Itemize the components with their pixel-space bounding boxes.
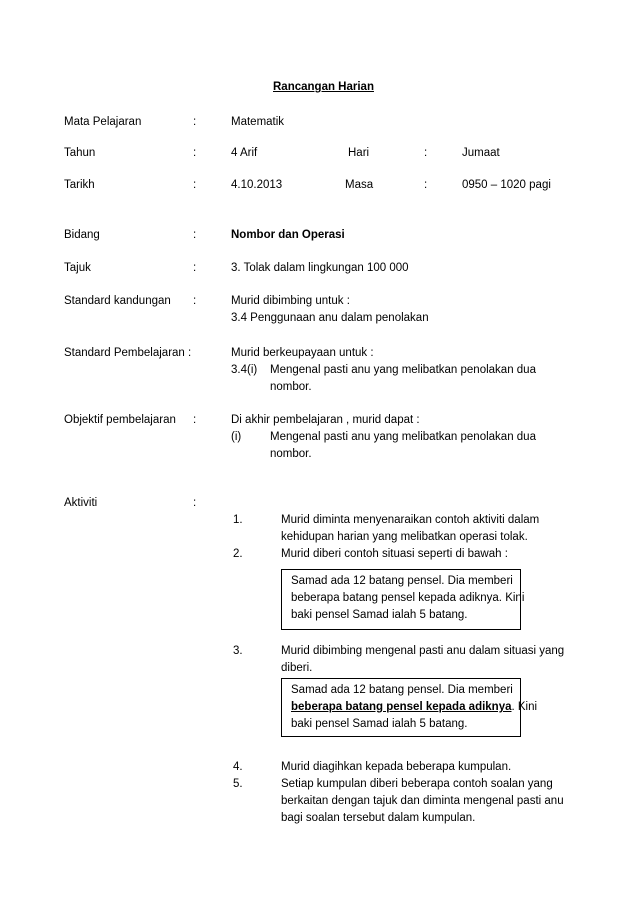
colon: : — [193, 497, 197, 509]
activity-number: 3. — [233, 645, 243, 657]
standard-kandungan-line2: 3.4 Penggunaan anu dalam penolakan — [231, 312, 429, 324]
colon: : — [193, 229, 197, 241]
activity-line: Murid diberi contoh situasi seperti di bawah : — [281, 548, 508, 560]
colon: : — [193, 262, 197, 274]
highlighted-situation-box — [281, 678, 538, 737]
standard-pembelajaran-line3: nombor. — [270, 381, 312, 393]
box-line-tail: . Kini — [511, 701, 538, 713]
box-line-emphasis — [291, 699, 537, 716]
tajuk-label: Tajuk — [64, 262, 91, 274]
standard-pembelajaran-line1: Murid berkeupayaan untuk : — [231, 347, 374, 359]
colon: : — [193, 179, 197, 191]
activity-number: 5. — [233, 778, 243, 790]
activity-line: Murid dibimbing mengenal pasti anu dalam situasi yang — [281, 645, 565, 657]
tahun-value: 4 Arif — [231, 147, 258, 159]
page-title: Rancangan Harian — [273, 81, 374, 93]
hari-value: Jumaat — [462, 147, 500, 159]
underlined-phrase: beberapa batang pensel kepada adiknya — [291, 701, 512, 713]
activity-line: diberi. — [281, 662, 313, 674]
standard-pembelajaran-line2: Mengenal pasti anu yang melibatkan penolakan dua — [270, 364, 536, 376]
colon: : — [424, 147, 428, 159]
colon: : — [193, 295, 197, 307]
mata-pelajaran-label: Mata Pelajaran — [64, 116, 142, 128]
standard-kandungan-line1: Murid dibimbing untuk : — [231, 295, 350, 307]
box-line: baki pensel Samad ialah 5 batang. — [291, 718, 468, 730]
tarikh-label: Tarikh — [64, 179, 95, 191]
masa-label: Masa — [345, 179, 374, 191]
tahun-label: Tahun — [64, 147, 96, 159]
activity-line: Murid diminta menyenaraikan contoh aktiviti dalam — [281, 514, 540, 526]
box-line: Samad ada 12 batang pensel. Dia memberi — [291, 575, 513, 587]
standard-kandungan-label: Standard kandungan — [64, 295, 171, 307]
box-line: beberapa batang pensel kepada adiknya. Kini — [291, 592, 525, 604]
objektif-label: Objektif pembelajaran — [64, 414, 176, 426]
bidang-value: Nombor dan Operasi — [231, 229, 345, 241]
colon: : — [193, 414, 197, 426]
activity-number: 4. — [233, 761, 243, 773]
objektif-line3: nombor. — [270, 448, 312, 460]
objektif-line2: Mengenal pasti anu yang melibatkan penolakan dua — [270, 431, 536, 443]
activity-number: 2. — [233, 548, 243, 560]
objektif-code: (i) — [231, 431, 242, 443]
hari-label: Hari — [348, 147, 370, 159]
tajuk-value: 3. Tolak dalam lingkungan 100 000 — [231, 262, 409, 274]
activity-line: Murid diagihkan kepada beberapa kumpulan. — [281, 761, 512, 773]
colon: : — [424, 179, 428, 191]
tarikh-value: 4.10.2013 — [231, 179, 283, 191]
activity-line: berkaitan dengan tajuk dan diminta mengenal pasti anu — [281, 795, 564, 807]
box-line: Samad ada 12 batang pensel. Dia memberi — [291, 684, 513, 696]
activity-line: kehidupan harian yang melibatkan operasi tolak. — [281, 531, 528, 543]
example-situation-box — [281, 569, 525, 630]
standard-pembelajaran-code: 3.4(i) — [231, 364, 258, 376]
activity-number: 1. — [233, 514, 243, 526]
activity-line: Setiap kumpulan diberi beberapa contoh soalan yang — [281, 778, 553, 790]
bidang-label: Bidang — [64, 229, 100, 241]
activity-line: bagi soalan tersebut dalam kumpulan. — [281, 812, 476, 824]
box-line: baki pensel Samad ialah 5 batang. — [291, 609, 468, 621]
objektif-line1: Di akhir pembelajaran , murid dapat : — [231, 414, 420, 426]
colon: : — [193, 147, 197, 159]
colon: : — [193, 116, 197, 128]
masa-value: 0950 – 1020 pagi — [462, 179, 551, 191]
aktiviti-label: Aktiviti — [64, 497, 98, 509]
standard-pembelajaran-label: Standard Pembelajaran : — [64, 347, 192, 359]
mata-pelajaran-value: Matematik — [231, 116, 285, 128]
